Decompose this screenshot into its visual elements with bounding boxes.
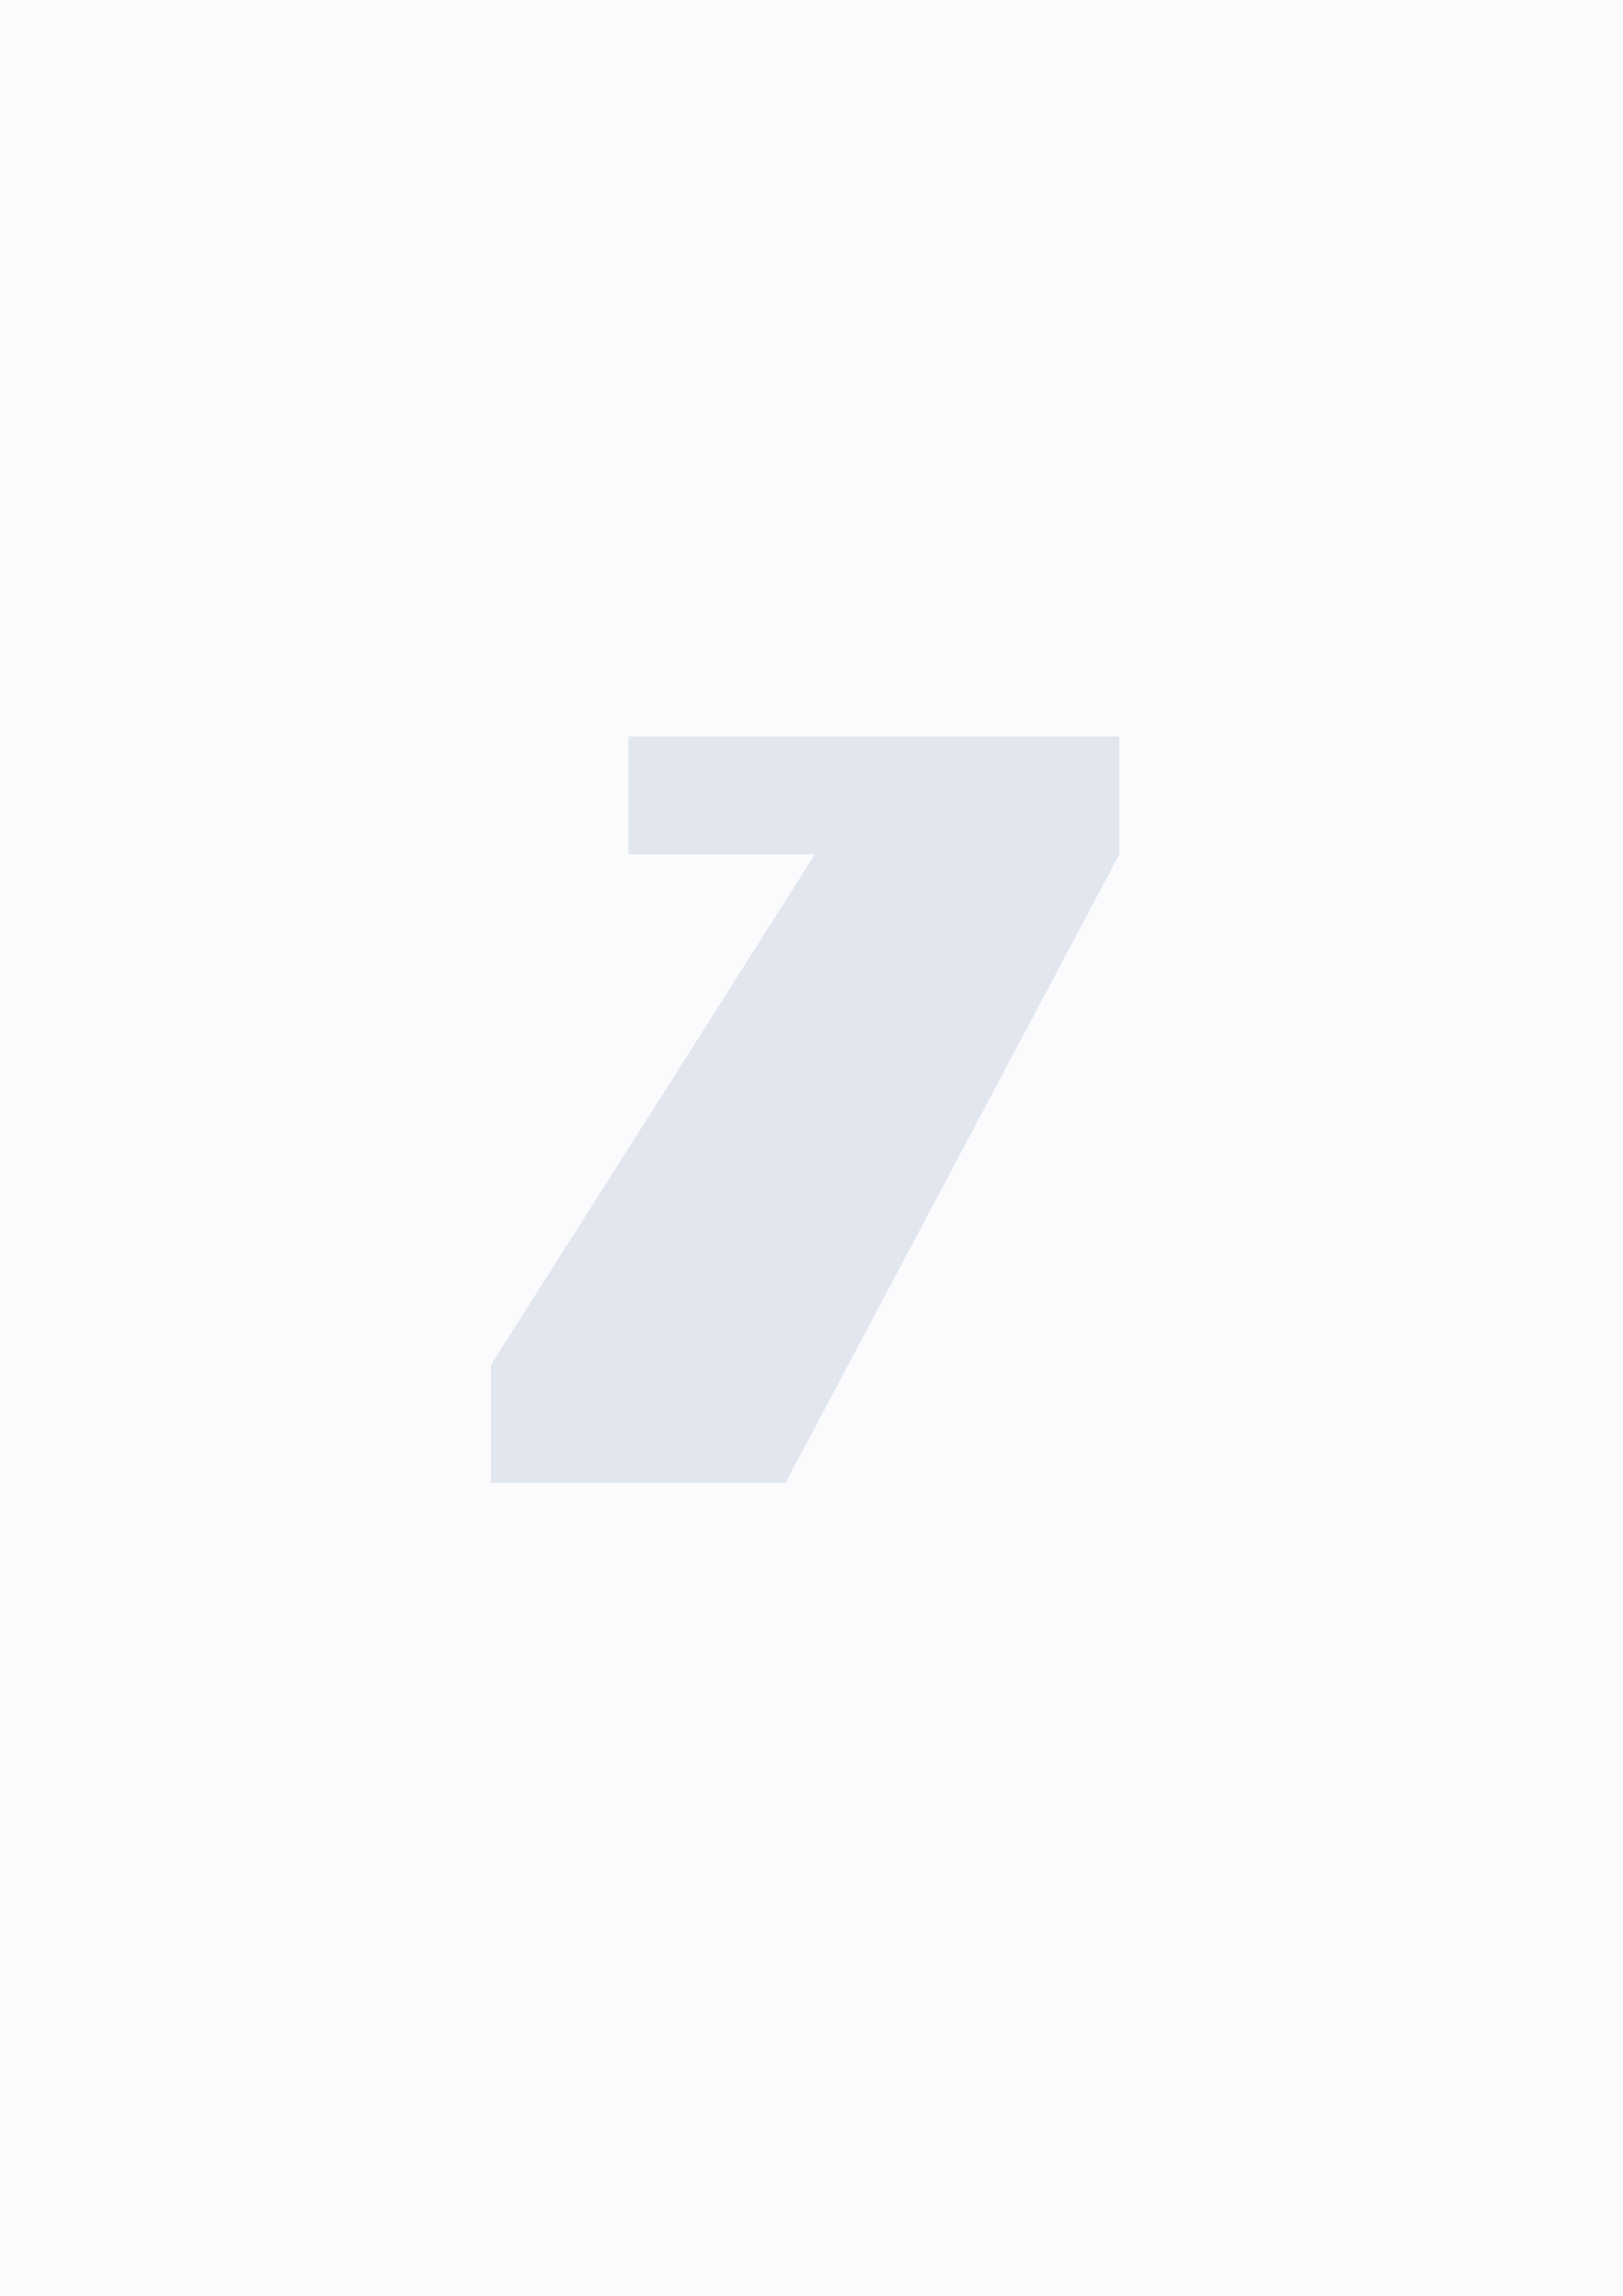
watermark-logo <box>491 737 1119 1483</box>
